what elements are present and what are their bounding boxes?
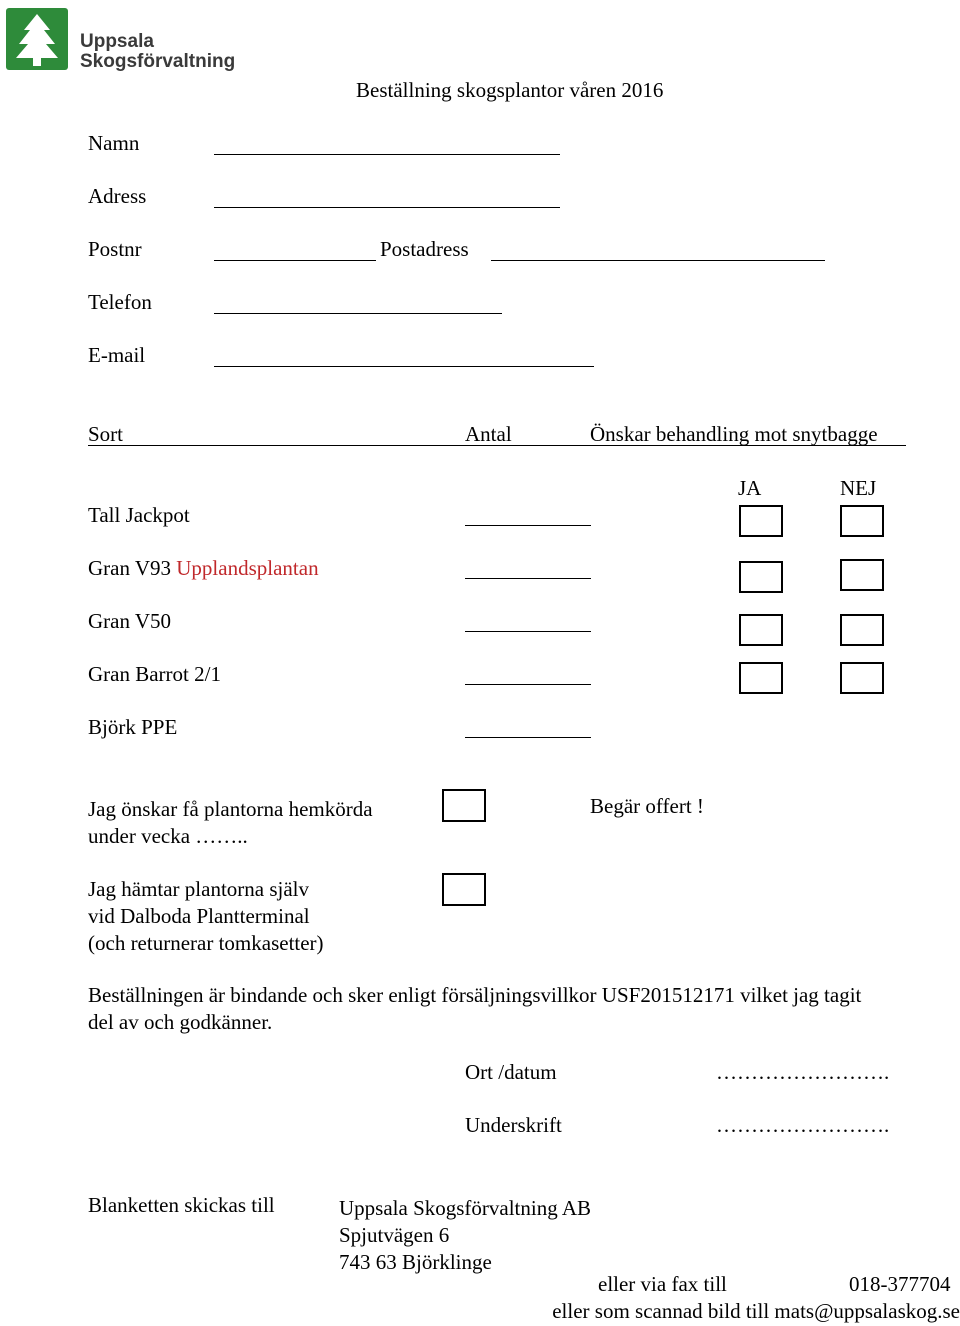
ja-checkbox[interactable] — [739, 505, 783, 537]
ja-label: JA — [738, 476, 762, 500]
antal-field[interactable] — [465, 631, 591, 632]
table-row-name: Björk PPE — [88, 715, 178, 739]
table-row-name: Gran Barrot 2/1 — [88, 662, 221, 686]
fax-number: 018-377704 — [849, 1272, 951, 1296]
nej-checkbox[interactable] — [840, 505, 884, 537]
column-header-treatment: Önskar behandling mot snytbagge — [590, 422, 878, 446]
delivery-option-pickup-line1: Jag hämtar plantorna själv — [88, 877, 310, 901]
terms-text — [88, 982, 861, 1036]
address-label: Adress — [88, 184, 147, 208]
antal-field[interactable] — [465, 737, 591, 738]
phone-label: Telefon — [88, 290, 152, 314]
logo-line-2: Skogsförvaltning — [80, 51, 236, 72]
pickup-checkbox[interactable] — [442, 873, 486, 906]
header-underline — [88, 445, 906, 446]
send-to-label: Blanketten skickas till — [88, 1193, 275, 1217]
terms-line-2: del av och godkänner. — [88, 1010, 273, 1034]
postnr-field[interactable] — [214, 260, 376, 261]
offer-text: Begär offert ! — [590, 794, 704, 818]
email-field[interactable] — [214, 366, 594, 367]
email-label: E-mail — [88, 343, 146, 367]
name-label: Namn — [88, 131, 140, 155]
column-header-antal: Antal — [465, 422, 512, 446]
antal-field[interactable] — [465, 525, 591, 526]
antal-field[interactable] — [465, 578, 591, 579]
name-field[interactable] — [214, 154, 560, 155]
place-date-label: Ort /datum — [465, 1060, 557, 1084]
nej-label: NEJ — [840, 476, 877, 500]
antal-field[interactable] — [465, 684, 591, 685]
address-field[interactable] — [214, 207, 560, 208]
recipient-address — [339, 1195, 591, 1276]
phone-field[interactable] — [214, 313, 502, 314]
table-row-name: Tall Jackpot — [88, 503, 190, 527]
spruce-tree-icon — [6, 8, 68, 70]
nej-checkbox[interactable] — [840, 559, 884, 591]
nej-checkbox[interactable] — [840, 662, 884, 694]
postnr-label: Postnr — [88, 237, 142, 261]
company-name: Uppsala Skogsförvaltning AB — [339, 1196, 591, 1220]
logo-line-1: Uppsala — [80, 31, 154, 52]
delivery-option-home — [88, 796, 373, 850]
column-header-sort: Sort — [88, 422, 124, 446]
signature-label: Underskrift — [465, 1113, 562, 1137]
delivery-option-pickup-line2: vid Dalboda Plantterminal — [88, 904, 310, 928]
ja-checkbox[interactable] — [739, 662, 783, 694]
ja-checkbox[interactable] — [739, 614, 783, 646]
delivery-option-home-line2: under vecka …….. — [88, 824, 248, 848]
fax-label: eller via fax till — [598, 1272, 727, 1296]
table-row — [88, 558, 319, 579]
postal-city: 743 63 Björklinge — [339, 1250, 492, 1274]
nej-checkbox[interactable] — [840, 614, 884, 646]
scan-email-text: eller som scannad bild till mats@uppsalaskog.se — [552, 1299, 960, 1323]
delivery-option-pickup — [88, 876, 324, 957]
street-address: Spjutvägen 6 — [339, 1223, 450, 1247]
delivery-option-pickup-line3: (och returnerar tomkasetter) — [88, 931, 324, 955]
terms-line-1: Beställningen är bindande och sker enligt försäljningsvillkor USF201512171 vilket jag tagit — [88, 983, 862, 1007]
table-row-highlight: Upplandsplantan — [176, 556, 319, 580]
postadress-label: Postadress — [380, 237, 469, 261]
home-delivery-checkbox[interactable] — [442, 789, 486, 822]
place-date-field[interactable]: ……………………. — [716, 1060, 890, 1084]
delivery-option-home-line1: Jag önskar få plantorna hemkörda — [88, 797, 373, 821]
table-row-name: Gran V93 — [88, 556, 172, 580]
postadress-field[interactable] — [491, 260, 825, 261]
page-title: Beställning skogsplantor våren 2016 — [356, 78, 664, 102]
table-row-name: Gran V50 — [88, 609, 172, 633]
company-logo — [6, 8, 236, 72]
ja-checkbox[interactable] — [739, 561, 783, 593]
signature-field[interactable]: ……………………. — [716, 1113, 890, 1137]
